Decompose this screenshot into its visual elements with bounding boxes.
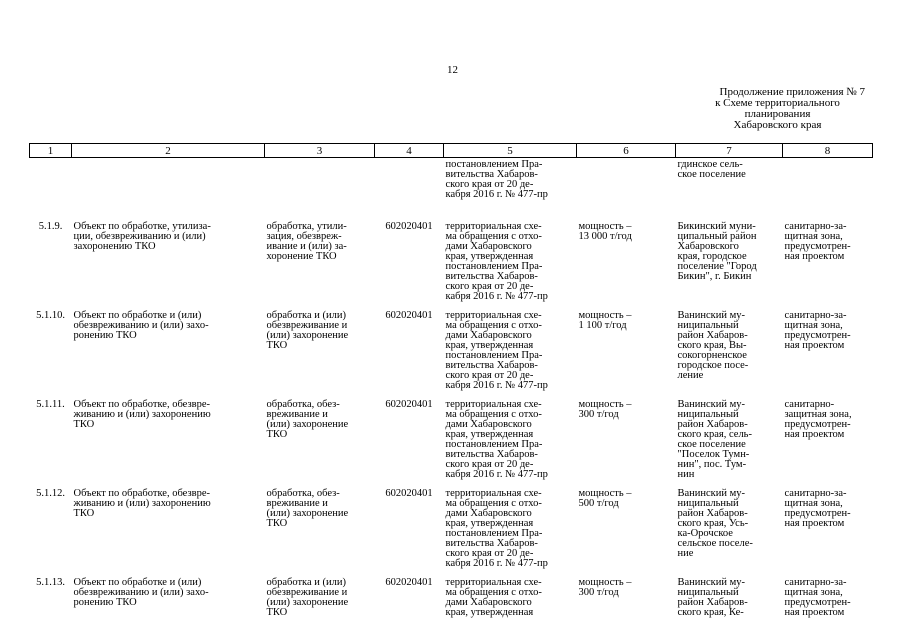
table-cell: 5.1.13. [36, 577, 65, 588]
table-cell: мощность – 500 т/год [578, 488, 632, 509]
table-cell: мощность – 300 т/год [578, 399, 632, 420]
table-cell: обработка и (или) обезвреживание и (или) захоронение ТКО [266, 310, 349, 351]
column-header: 3 [265, 144, 375, 158]
table-cell: 602020401 [385, 310, 433, 321]
table-row [30, 578, 873, 618]
table-row [30, 311, 873, 391]
table-cell: санитарно-за- щитная зона, предусмотрен- ная проектом [784, 488, 851, 529]
table-row [30, 489, 873, 569]
table-cell: обработка и (или) обезвреживание и (или) захоронение ТКО [266, 577, 349, 618]
table-cell: Ванинский му- ниципальный район Хабаров- ского края, Вы- сокогорненское городское посе- ление [677, 310, 749, 381]
table-cell: 602020401 [385, 577, 433, 588]
column-header: 1 [30, 144, 72, 158]
table-cell: Бикинский муни- ципальный район Хабаровского края, городское поселение "Город Бикин", г. Бикин [677, 221, 757, 282]
table-row [30, 222, 873, 302]
table-cell: территориальная схе- ма обращения с отхо- дами Хабаровского края, утвержденная постановлением Пра- вительства Хабаров- ского края от 20 де- кабря 2016 г. № 477-пр [445, 221, 548, 302]
table-cell: Ванинский му- ниципальный район Хабаров- ского края, Усь- ка-Орочское сельское поселе- ние [677, 488, 753, 559]
table-cell: 5.1.11. [36, 399, 65, 410]
appendix-line-4: Хабаровского края [733, 119, 822, 131]
table-cell: обработка, обез- вреживание и (или) захоронение ТКО [266, 399, 349, 440]
page-number: 12 [447, 64, 458, 76]
column-header: 7 [676, 144, 783, 158]
table-cell: постановлением Пра- вительства Хабаров- ского края от 20 де- кабря 2016 г. № 477-пр [445, 159, 548, 200]
appendix-caption [690, 87, 865, 131]
table-cell: мощность – 13 000 т/год [578, 221, 632, 242]
table-cell: 602020401 [385, 399, 433, 410]
column-header: 6 [577, 144, 676, 158]
column-header: 2 [72, 144, 265, 158]
appendix-line-1: Продолжение приложения № 7 [719, 86, 865, 98]
table-cell: 5.1.9. [38, 221, 63, 232]
table-cell: Объект по обработке, обезвре- живанию и (или) захоронению ТКО [73, 488, 211, 519]
table-cell: санитарно- защитная зона, предусмотрен- ная проектом [784, 399, 852, 440]
table-cell: обработка, обез- вреживание и (или) захоронение ТКО [266, 488, 349, 529]
table-cell: территориальная схе- ма обращения с отхо- дами Хабаровского края, утвержденная [445, 577, 542, 618]
column-number-row [30, 144, 873, 158]
table-cell: 5.1.10. [36, 310, 65, 321]
table-cell: Ванинский му- ниципальный район Хабаров- ского края, сель- ское поселение "Поселок Тумн- нин", пос. Тум- нин [677, 399, 752, 480]
table-cell: 602020401 [385, 221, 433, 232]
column-header: 5 [444, 144, 577, 158]
table-cell: Объект по обработке и (или) обезвреживанию и (или) захо- ронению ТКО [73, 577, 209, 608]
table-cell: санитарно-за- щитная зона, предусмотрен- ная проектом [784, 310, 851, 351]
table-cell: санитарно-за- щитная зона, предусмотрен- ная проектом [784, 221, 851, 262]
table-cell: территориальная схе- ма обращения с отхо- дами Хабаровского края, утвержденная постановлением Пра- вительства Хабаров- ского края от 20 де- кабря 2016 г. № 477-пр [445, 310, 548, 391]
appendix-line-3: планирования [744, 108, 811, 120]
table-cell: Объект по обработке, обезвре- живанию и (или) захоронению ТКО [73, 399, 211, 430]
table-cell: территориальная схе- ма обращения с отхо- дами Хабаровского края, утвержденная постановлением Пра- вительства Хабаров- ского края от 20 де- кабря 2016 г. № 477-пр [445, 488, 548, 569]
table-cell: Объект по обработке, утилиза- ции, обезвреживанию и (или) захоронению ТКО [73, 221, 211, 252]
objects-table [29, 143, 873, 618]
table-cell: мощность – 1 100 т/год [578, 310, 632, 331]
table-cell: санитарно-за- щитная зона, предусмотрен- ная проектом [784, 577, 851, 618]
table-row [30, 400, 873, 480]
table-cell: мощность – 300 т/год [578, 577, 632, 598]
table-cell: 5.1.12. [36, 488, 65, 499]
table-cell: Объект по обработке и (или) обезвреживанию и (или) захо- ронению ТКО [73, 310, 209, 341]
column-header: 8 [783, 144, 873, 158]
appendix-line-2: к Схеме территориального [715, 97, 840, 109]
table-cell: обработка, утили- зация, обезвреж- ивание и (или) за- хоронение ТКО [266, 221, 347, 262]
table-row-continuation [30, 158, 873, 201]
table-cell: 602020401 [385, 488, 433, 499]
table-cell: территориальная схе- ма обращения с отхо- дами Хабаровского края, утвержденная постановлением Пра- вительства Хабаров- ского края от 20 де- кабря 2016 г. № 477-пр [445, 399, 548, 480]
table-cell: Ванинский му- ниципальный район Хабаров- ского края, Ке- [677, 577, 748, 618]
table-cell: гдинское сель- ское поселение [677, 159, 746, 180]
column-header: 4 [375, 144, 444, 158]
